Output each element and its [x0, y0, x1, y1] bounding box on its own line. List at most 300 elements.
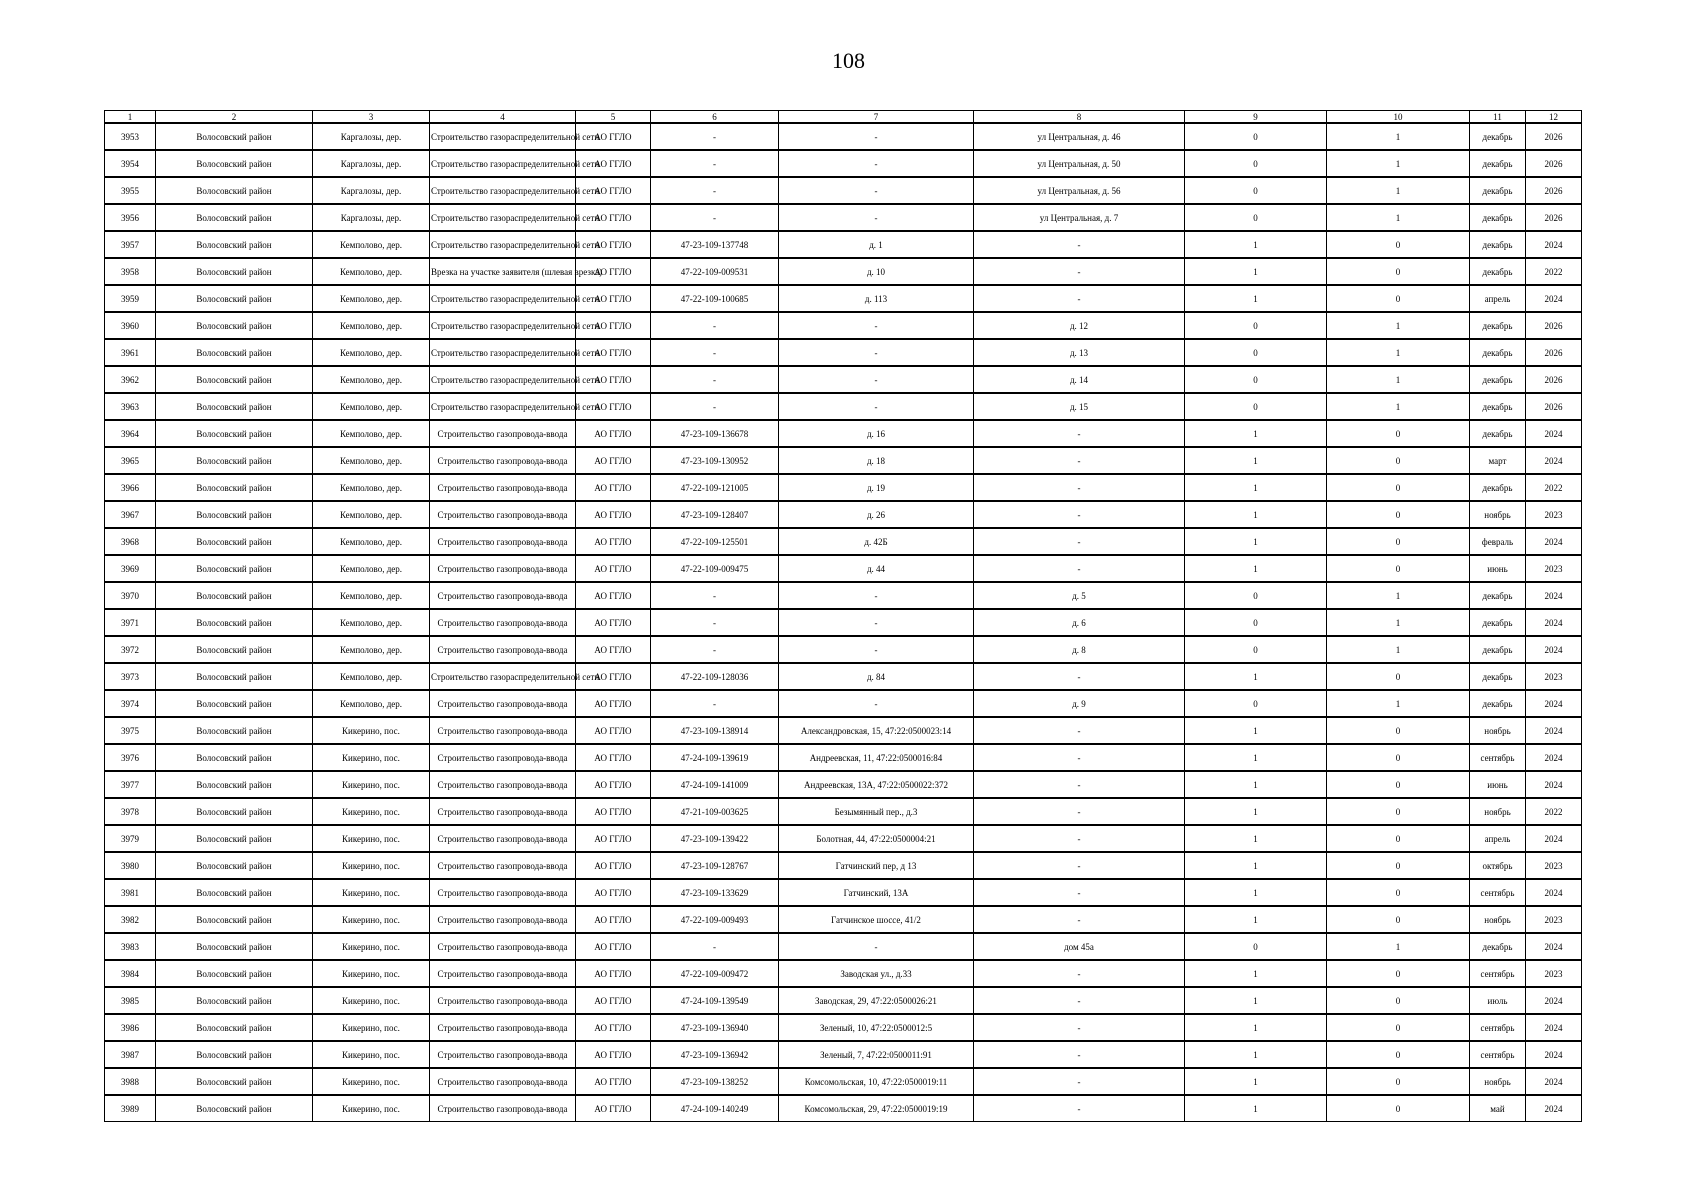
- col-month-cell: декабрь: [1470, 474, 1526, 501]
- col-address-applicant-cell: -: [779, 177, 974, 204]
- col-number-cell: 3970: [105, 582, 156, 609]
- col-organization-cell: АО ГГЛО: [576, 1068, 651, 1095]
- col-address-applicant-cell: -: [779, 609, 974, 636]
- col-address-planned-cell: -: [974, 960, 1185, 987]
- col-address-applicant-cell: Зеленый, 10, 47:22:0500012:5: [779, 1014, 974, 1041]
- col-organization-cell: АО ГГЛО: [576, 474, 651, 501]
- table-row: [105, 1068, 1582, 1095]
- table-row: [105, 447, 1582, 474]
- col-address-planned-cell: дом 45а: [974, 933, 1185, 960]
- col-district-cell: Волосовский район: [156, 960, 313, 987]
- col-work-type-cell: Строительство газопровода-ввода: [430, 528, 576, 555]
- table-header: [105, 111, 1582, 124]
- col-organization-cell: АО ГГЛО: [576, 879, 651, 906]
- table-row: [105, 690, 1582, 717]
- col-application-id-cell: 47-23-109-136942: [651, 1041, 779, 1068]
- col-address-applicant-cell: Зеленый, 7, 47:22:0500011:91: [779, 1041, 974, 1068]
- table-row: [105, 582, 1582, 609]
- col-number-cell: 3987: [105, 1041, 156, 1068]
- col-address-planned-cell: -: [974, 879, 1185, 906]
- table-row: [105, 474, 1582, 501]
- col-work-type-cell: Строительство газопровода-ввода: [430, 1095, 576, 1122]
- col-work-type-cell: Строительство газопровода-ввода: [430, 771, 576, 798]
- col-address-planned-cell: ул Центральная, д. 7: [974, 204, 1185, 231]
- col-month-cell: сентябрь: [1470, 1014, 1526, 1041]
- col-count-b-cell: 1: [1327, 150, 1470, 177]
- col-count-b-cell: 0: [1327, 717, 1470, 744]
- col-district-cell: Волосовский район: [156, 204, 313, 231]
- col-count-b-cell: 0: [1327, 420, 1470, 447]
- col-number-cell: 3984: [105, 960, 156, 987]
- column-header-12: 12: [1526, 111, 1582, 124]
- col-count-a-cell: 1: [1185, 1068, 1327, 1095]
- table-row: [105, 609, 1582, 636]
- col-organization-cell: АО ГГЛО: [576, 771, 651, 798]
- col-number-cell: 3978: [105, 798, 156, 825]
- col-count-b-cell: 0: [1327, 1014, 1470, 1041]
- col-address-planned-cell: -: [974, 555, 1185, 582]
- table-row: [105, 528, 1582, 555]
- col-month-cell: июнь: [1470, 555, 1526, 582]
- col-count-a-cell: 1: [1185, 825, 1327, 852]
- col-number-cell: 3983: [105, 933, 156, 960]
- col-district-cell: Волосовский район: [156, 852, 313, 879]
- col-application-id-cell: -: [651, 150, 779, 177]
- header-row: [105, 111, 1582, 124]
- col-number-cell: 3958: [105, 258, 156, 285]
- col-count-b-cell: 1: [1327, 339, 1470, 366]
- col-address-applicant-cell: -: [779, 123, 974, 150]
- col-year-cell: 2023: [1526, 501, 1582, 528]
- col-count-a-cell: 0: [1185, 312, 1327, 339]
- column-header-8: 8: [974, 111, 1185, 124]
- col-address-applicant-cell: Андреевская, 11, 47:22:0500016:84: [779, 744, 974, 771]
- col-number-cell: 3972: [105, 636, 156, 663]
- col-settlement-cell: Кемполово, дер.: [313, 555, 430, 582]
- col-district-cell: Волосовский район: [156, 366, 313, 393]
- col-district-cell: Волосовский район: [156, 312, 313, 339]
- col-address-applicant-cell: -: [779, 393, 974, 420]
- col-work-type-cell: Строительство газопровода-ввода: [430, 690, 576, 717]
- col-settlement-cell: Кикерино, пос.: [313, 906, 430, 933]
- col-address-planned-cell: -: [974, 231, 1185, 258]
- col-month-cell: декабрь: [1470, 933, 1526, 960]
- col-count-a-cell: 1: [1185, 663, 1327, 690]
- col-month-cell: декабрь: [1470, 258, 1526, 285]
- col-settlement-cell: Кикерино, пос.: [313, 852, 430, 879]
- col-organization-cell: АО ГГЛО: [576, 123, 651, 150]
- col-work-type-cell: Строительство газопровода-ввода: [430, 906, 576, 933]
- col-count-b-cell: 0: [1327, 258, 1470, 285]
- col-number-cell: 3971: [105, 609, 156, 636]
- col-address-applicant-cell: -: [779, 339, 974, 366]
- col-district-cell: Волосовский район: [156, 582, 313, 609]
- col-work-type-cell: Строительство газопровода-ввода: [430, 582, 576, 609]
- col-district-cell: Волосовский район: [156, 933, 313, 960]
- col-number-cell: 3963: [105, 393, 156, 420]
- register-table: [104, 110, 1582, 1122]
- col-organization-cell: АО ГГЛО: [576, 420, 651, 447]
- col-district-cell: Волосовский район: [156, 717, 313, 744]
- col-settlement-cell: Кемполово, дер.: [313, 312, 430, 339]
- col-organization-cell: АО ГГЛО: [576, 528, 651, 555]
- col-count-a-cell: 1: [1185, 285, 1327, 312]
- col-number-cell: 3969: [105, 555, 156, 582]
- col-settlement-cell: Каргалозы, дер.: [313, 123, 430, 150]
- col-count-a-cell: 0: [1185, 177, 1327, 204]
- col-count-b-cell: 0: [1327, 960, 1470, 987]
- col-count-b-cell: 0: [1327, 285, 1470, 312]
- col-settlement-cell: Кикерино, пос.: [313, 1014, 430, 1041]
- col-month-cell: июнь: [1470, 771, 1526, 798]
- table-row: [105, 501, 1582, 528]
- col-settlement-cell: Кемполово, дер.: [313, 285, 430, 312]
- col-count-a-cell: 0: [1185, 690, 1327, 717]
- col-settlement-cell: Каргалозы, дер.: [313, 150, 430, 177]
- col-count-b-cell: 1: [1327, 582, 1470, 609]
- col-district-cell: Волосовский район: [156, 771, 313, 798]
- col-number-cell: 3962: [105, 366, 156, 393]
- col-month-cell: декабрь: [1470, 150, 1526, 177]
- col-district-cell: Волосовский район: [156, 879, 313, 906]
- col-application-id-cell: 47-21-109-003625: [651, 798, 779, 825]
- col-address-planned-cell: -: [974, 852, 1185, 879]
- col-address-planned-cell: ул Центральная, д. 56: [974, 177, 1185, 204]
- col-count-b-cell: 1: [1327, 123, 1470, 150]
- col-organization-cell: АО ГГЛО: [576, 1041, 651, 1068]
- col-organization-cell: АО ГГЛО: [576, 1095, 651, 1122]
- col-address-applicant-cell: -: [779, 582, 974, 609]
- col-count-a-cell: 1: [1185, 1095, 1327, 1122]
- col-address-applicant-cell: -: [779, 690, 974, 717]
- col-settlement-cell: Кикерино, пос.: [313, 1095, 430, 1122]
- col-address-applicant-cell: д. 19: [779, 474, 974, 501]
- col-number-cell: 3960: [105, 312, 156, 339]
- col-count-a-cell: 0: [1185, 150, 1327, 177]
- col-number-cell: 3959: [105, 285, 156, 312]
- col-application-id-cell: 47-23-109-138252: [651, 1068, 779, 1095]
- col-district-cell: Волосовский район: [156, 798, 313, 825]
- col-address-applicant-cell: д. 26: [779, 501, 974, 528]
- col-count-a-cell: 0: [1185, 204, 1327, 231]
- col-year-cell: 2024: [1526, 933, 1582, 960]
- col-number-cell: 3957: [105, 231, 156, 258]
- col-address-planned-cell: д. 13: [974, 339, 1185, 366]
- table-row: [105, 393, 1582, 420]
- col-work-type-cell: Строительство газораспределительной сети: [430, 150, 576, 177]
- col-district-cell: Волосовский район: [156, 258, 313, 285]
- col-organization-cell: АО ГГЛО: [576, 312, 651, 339]
- col-organization-cell: АО ГГЛО: [576, 582, 651, 609]
- col-settlement-cell: Кикерино, пос.: [313, 771, 430, 798]
- col-settlement-cell: Кемполово, дер.: [313, 447, 430, 474]
- col-application-id-cell: 47-23-109-138914: [651, 717, 779, 744]
- col-count-a-cell: 0: [1185, 393, 1327, 420]
- col-address-planned-cell: -: [974, 258, 1185, 285]
- col-work-type-cell: Строительство газопровода-ввода: [430, 609, 576, 636]
- col-count-b-cell: 0: [1327, 663, 1470, 690]
- col-address-planned-cell: ул Центральная, д. 50: [974, 150, 1185, 177]
- col-year-cell: 2026: [1526, 393, 1582, 420]
- col-settlement-cell: Кемполово, дер.: [313, 528, 430, 555]
- col-year-cell: 2024: [1526, 987, 1582, 1014]
- table-row: [105, 852, 1582, 879]
- col-district-cell: Волосовский район: [156, 744, 313, 771]
- col-count-b-cell: 0: [1327, 528, 1470, 555]
- col-year-cell: 2024: [1526, 744, 1582, 771]
- col-count-b-cell: 0: [1327, 1095, 1470, 1122]
- col-address-planned-cell: -: [974, 744, 1185, 771]
- col-settlement-cell: Кикерино, пос.: [313, 987, 430, 1014]
- col-work-type-cell: Строительство газопровода-ввода: [430, 987, 576, 1014]
- col-organization-cell: АО ГГЛО: [576, 204, 651, 231]
- col-address-planned-cell: д. 12: [974, 312, 1185, 339]
- col-application-id-cell: 47-23-109-128407: [651, 501, 779, 528]
- col-address-applicant-cell: -: [779, 150, 974, 177]
- col-month-cell: декабрь: [1470, 366, 1526, 393]
- col-application-id-cell: 47-23-109-136940: [651, 1014, 779, 1041]
- col-settlement-cell: Кемполово, дер.: [313, 474, 430, 501]
- table-row: [105, 717, 1582, 744]
- col-month-cell: ноябрь: [1470, 501, 1526, 528]
- col-year-cell: 2024: [1526, 1041, 1582, 1068]
- col-settlement-cell: Кикерино, пос.: [313, 717, 430, 744]
- col-year-cell: 2024: [1526, 447, 1582, 474]
- table-row: [105, 285, 1582, 312]
- col-organization-cell: АО ГГЛО: [576, 663, 651, 690]
- col-settlement-cell: Кикерино, пос.: [313, 1068, 430, 1095]
- table-body: [105, 123, 1582, 1122]
- col-count-a-cell: 0: [1185, 582, 1327, 609]
- table-row: [105, 906, 1582, 933]
- col-count-b-cell: 0: [1327, 987, 1470, 1014]
- col-district-cell: Волосовский район: [156, 474, 313, 501]
- col-number-cell: 3966: [105, 474, 156, 501]
- col-number-cell: 3956: [105, 204, 156, 231]
- col-address-planned-cell: -: [974, 1068, 1185, 1095]
- column-header-4: 4: [430, 111, 576, 124]
- table-row: [105, 1041, 1582, 1068]
- col-year-cell: 2024: [1526, 636, 1582, 663]
- col-address-planned-cell: ул Центральная, д. 46: [974, 123, 1185, 150]
- col-application-id-cell: -: [651, 366, 779, 393]
- col-organization-cell: АО ГГЛО: [576, 339, 651, 366]
- col-organization-cell: АО ГГЛО: [576, 393, 651, 420]
- col-organization-cell: АО ГГЛО: [576, 609, 651, 636]
- col-address-applicant-cell: Заводская ул., д.33: [779, 960, 974, 987]
- col-count-a-cell: 0: [1185, 636, 1327, 663]
- col-organization-cell: АО ГГЛО: [576, 825, 651, 852]
- col-year-cell: 2024: [1526, 1068, 1582, 1095]
- col-work-type-cell: Строительство газопровода-ввода: [430, 933, 576, 960]
- col-district-cell: Волосовский район: [156, 501, 313, 528]
- col-year-cell: 2024: [1526, 771, 1582, 798]
- col-count-b-cell: 0: [1327, 447, 1470, 474]
- col-district-cell: Волосовский район: [156, 123, 313, 150]
- col-application-id-cell: 47-23-109-128767: [651, 852, 779, 879]
- col-settlement-cell: Кикерино, пос.: [313, 744, 430, 771]
- col-address-planned-cell: -: [974, 663, 1185, 690]
- col-number-cell: 3986: [105, 1014, 156, 1041]
- col-application-id-cell: -: [651, 312, 779, 339]
- col-address-planned-cell: д. 8: [974, 636, 1185, 663]
- col-district-cell: Волосовский район: [156, 825, 313, 852]
- col-address-applicant-cell: Александровская, 15, 47:22:0500023:14: [779, 717, 974, 744]
- col-application-id-cell: 47-24-109-139549: [651, 987, 779, 1014]
- col-application-id-cell: 47-22-109-128036: [651, 663, 779, 690]
- col-application-id-cell: 47-22-109-009531: [651, 258, 779, 285]
- col-month-cell: октябрь: [1470, 852, 1526, 879]
- col-count-b-cell: 0: [1327, 825, 1470, 852]
- col-month-cell: декабрь: [1470, 339, 1526, 366]
- col-count-a-cell: 1: [1185, 231, 1327, 258]
- col-application-id-cell: 47-23-109-130952: [651, 447, 779, 474]
- col-district-cell: Волосовский район: [156, 690, 313, 717]
- col-address-applicant-cell: -: [779, 366, 974, 393]
- col-address-planned-cell: -: [974, 420, 1185, 447]
- col-organization-cell: АО ГГЛО: [576, 150, 651, 177]
- col-year-cell: 2026: [1526, 339, 1582, 366]
- col-address-planned-cell: -: [974, 474, 1185, 501]
- col-year-cell: 2023: [1526, 555, 1582, 582]
- col-organization-cell: АО ГГЛО: [576, 636, 651, 663]
- col-number-cell: 3954: [105, 150, 156, 177]
- col-count-a-cell: 1: [1185, 528, 1327, 555]
- col-count-b-cell: 0: [1327, 231, 1470, 258]
- col-count-b-cell: 0: [1327, 1041, 1470, 1068]
- col-year-cell: 2024: [1526, 285, 1582, 312]
- col-work-type-cell: Строительство газопровода-ввода: [430, 1014, 576, 1041]
- col-address-applicant-cell: Гатчинский, 13А: [779, 879, 974, 906]
- col-application-id-cell: 47-22-109-100685: [651, 285, 779, 312]
- col-address-applicant-cell: -: [779, 204, 974, 231]
- col-count-a-cell: 1: [1185, 879, 1327, 906]
- col-organization-cell: АО ГГЛО: [576, 285, 651, 312]
- col-month-cell: ноябрь: [1470, 906, 1526, 933]
- col-count-b-cell: 1: [1327, 312, 1470, 339]
- col-settlement-cell: Кикерино, пос.: [313, 1041, 430, 1068]
- col-application-id-cell: 47-24-109-141009: [651, 771, 779, 798]
- col-district-cell: Волосовский район: [156, 393, 313, 420]
- col-count-b-cell: 0: [1327, 879, 1470, 906]
- col-address-applicant-cell: д. 10: [779, 258, 974, 285]
- col-count-b-cell: 0: [1327, 906, 1470, 933]
- col-year-cell: 2024: [1526, 231, 1582, 258]
- column-header-1: 1: [105, 111, 156, 124]
- col-organization-cell: АО ГГЛО: [576, 366, 651, 393]
- col-count-a-cell: 1: [1185, 555, 1327, 582]
- col-work-type-cell: Строительство газопровода-ввода: [430, 636, 576, 663]
- col-month-cell: декабрь: [1470, 312, 1526, 339]
- col-count-a-cell: 0: [1185, 609, 1327, 636]
- col-address-applicant-cell: д. 16: [779, 420, 974, 447]
- col-work-type-cell: Врезка на участке заявителя (шлевая врезка): [430, 258, 576, 285]
- col-work-type-cell: Строительство газопровода-ввода: [430, 798, 576, 825]
- col-year-cell: 2024: [1526, 825, 1582, 852]
- col-settlement-cell: Кемполово, дер.: [313, 258, 430, 285]
- col-year-cell: 2024: [1526, 528, 1582, 555]
- table-row: [105, 825, 1582, 852]
- col-address-planned-cell: -: [974, 771, 1185, 798]
- col-district-cell: Волосовский район: [156, 150, 313, 177]
- col-address-planned-cell: д. 6: [974, 609, 1185, 636]
- col-application-id-cell: -: [651, 690, 779, 717]
- col-application-id-cell: -: [651, 393, 779, 420]
- col-work-type-cell: Строительство газопровода-ввода: [430, 717, 576, 744]
- column-header-6: 6: [651, 111, 779, 124]
- column-header-11: 11: [1470, 111, 1526, 124]
- page-number: 108: [832, 48, 865, 73]
- col-year-cell: 2024: [1526, 420, 1582, 447]
- col-year-cell: 2026: [1526, 177, 1582, 204]
- col-number-cell: 3977: [105, 771, 156, 798]
- col-organization-cell: АО ГГЛО: [576, 717, 651, 744]
- col-address-planned-cell: д. 15: [974, 393, 1185, 420]
- col-organization-cell: АО ГГЛО: [576, 501, 651, 528]
- col-count-a-cell: 1: [1185, 771, 1327, 798]
- col-month-cell: май: [1470, 1095, 1526, 1122]
- col-year-cell: 2024: [1526, 1014, 1582, 1041]
- col-address-planned-cell: -: [974, 987, 1185, 1014]
- col-application-id-cell: 47-24-109-140249: [651, 1095, 779, 1122]
- col-organization-cell: АО ГГЛО: [576, 177, 651, 204]
- table-row: [105, 636, 1582, 663]
- col-settlement-cell: Каргалозы, дер.: [313, 204, 430, 231]
- col-district-cell: Волосовский район: [156, 177, 313, 204]
- column-header-2: 2: [156, 111, 313, 124]
- col-count-a-cell: 1: [1185, 906, 1327, 933]
- col-number-cell: 3968: [105, 528, 156, 555]
- col-application-id-cell: 47-22-109-121005: [651, 474, 779, 501]
- col-number-cell: 3979: [105, 825, 156, 852]
- col-application-id-cell: -: [651, 933, 779, 960]
- col-settlement-cell: Кикерино, пос.: [313, 825, 430, 852]
- col-month-cell: март: [1470, 447, 1526, 474]
- col-application-id-cell: -: [651, 204, 779, 231]
- col-count-a-cell: 1: [1185, 744, 1327, 771]
- col-organization-cell: АО ГГЛО: [576, 744, 651, 771]
- col-address-applicant-cell: д. 1: [779, 231, 974, 258]
- column-header-10: 10: [1327, 111, 1470, 124]
- col-number-cell: 3974: [105, 690, 156, 717]
- table-row: [105, 987, 1582, 1014]
- col-count-a-cell: 1: [1185, 717, 1327, 744]
- col-year-cell: 2024: [1526, 1095, 1582, 1122]
- col-work-type-cell: Строительство газопровода-ввода: [430, 852, 576, 879]
- col-address-planned-cell: -: [974, 285, 1185, 312]
- col-year-cell: 2022: [1526, 258, 1582, 285]
- col-count-a-cell: 0: [1185, 123, 1327, 150]
- col-work-type-cell: Строительство газопровода-ввода: [430, 1068, 576, 1095]
- col-address-applicant-cell: Болотная, 44, 47:22:0500004:21: [779, 825, 974, 852]
- col-month-cell: декабрь: [1470, 177, 1526, 204]
- col-address-planned-cell: -: [974, 501, 1185, 528]
- col-settlement-cell: Кикерино, пос.: [313, 933, 430, 960]
- col-count-a-cell: 1: [1185, 1041, 1327, 1068]
- col-month-cell: апрель: [1470, 285, 1526, 312]
- col-year-cell: 2024: [1526, 690, 1582, 717]
- col-application-id-cell: 47-22-109-009493: [651, 906, 779, 933]
- col-month-cell: апрель: [1470, 825, 1526, 852]
- col-year-cell: 2026: [1526, 312, 1582, 339]
- col-count-b-cell: 0: [1327, 771, 1470, 798]
- col-count-a-cell: 0: [1185, 933, 1327, 960]
- col-address-planned-cell: -: [974, 825, 1185, 852]
- col-year-cell: 2024: [1526, 879, 1582, 906]
- col-settlement-cell: Кемполово, дер.: [313, 231, 430, 258]
- col-address-planned-cell: -: [974, 447, 1185, 474]
- col-application-id-cell: -: [651, 609, 779, 636]
